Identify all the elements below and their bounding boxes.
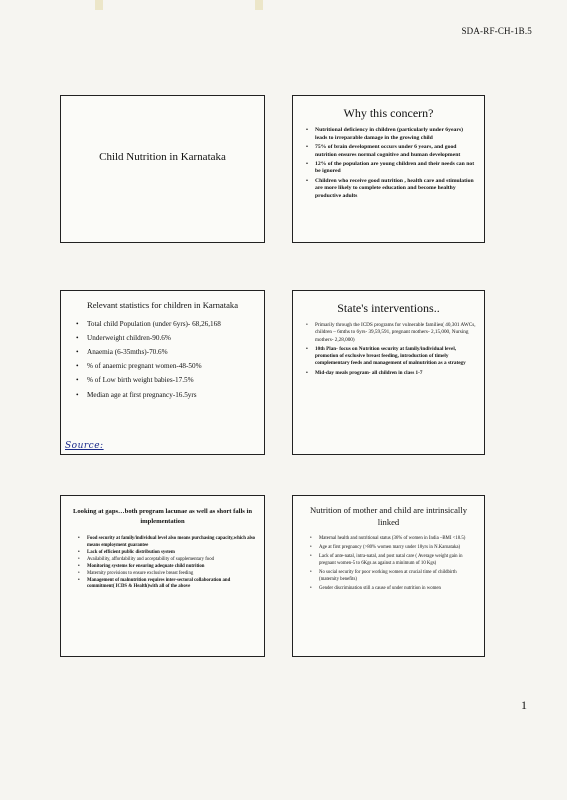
list-item: • Maternal health and nutritional status (36% of women in India –BMI <18.5) (319, 536, 476, 543)
bullet-list (293, 322, 484, 377)
list-item: • Total child Population (under 6yrs)- 68,26,168 (87, 320, 256, 330)
slide-looking-at-gaps (60, 495, 265, 657)
tape-mark (95, 0, 103, 10)
slide-title: State's interventions.. (337, 301, 440, 315)
slide-title: Looking at gaps…both program lacunae as well as short falls in implementation (72, 508, 253, 525)
list-item: • % of Low birth weight babies-17.5% (87, 376, 256, 386)
handwritten-source-note: Source: (65, 441, 104, 451)
list-item: • Age at first pregnancy (>80% women marry under 18yrs in N.Karnataka) (319, 545, 476, 552)
list-item: • No social security for poor working women at crucial time of childbirth (maternity benefits) (319, 570, 476, 584)
slide-state-interventions (292, 290, 485, 455)
bullet-list (61, 320, 264, 401)
list-item: • Nutritional deficiency in children (particularly under 6years) leads to irreparable damage in the growing child (315, 127, 476, 142)
bullet-list (61, 536, 264, 592)
slide-child-nutrition (60, 95, 265, 243)
list-item: • Monitoring systems for ensuring adequate child nutrition (87, 564, 256, 571)
list-item: • 12% of the population are young children and their needs can not be ignored (315, 161, 476, 176)
list-item: • Maternity provisions to ensure exclusive breast feeding (87, 571, 256, 578)
list-item: • 75% of brain development occurs under 6 years, and good nutrition ensures normal cognitive and human development (315, 144, 476, 159)
slide-title: Relevant statistics for children in Karnataka (86, 300, 239, 310)
page-number: 1 (521, 698, 527, 712)
list-item: • Anaemia (6-35mths)-70.6% (87, 348, 256, 358)
list-item: • Children who receive good nutrition , health care and stimulation are more likely to complete education and become healthy productive adults (315, 178, 476, 201)
slide-title: Child Nutrition in Karnataka (99, 151, 226, 163)
slide-relevant-statistics (60, 290, 265, 455)
list-item: • Food security at family/individual level also means purchasing capacity,which also means employment guarantee (87, 536, 256, 550)
list-item: • Management of malnutrition requires inter-sectoral collaboration and commitment( ICDS & Health)with all of the above (87, 578, 256, 592)
list-item: • Availability, affordability and acceptability of supplementary food (87, 557, 256, 564)
list-item: • Lack of ante-natal, intra-natal, and post natal care ( Average weight gain in pregnant women-5 to 6Kgs as against a minimum of 10 Kgs) (319, 554, 476, 568)
tape-mark (255, 0, 263, 10)
list-item: • % of anaemic pregnant women-48-50% (87, 362, 256, 372)
slide-title: Why this concern? (343, 106, 434, 120)
document-id: SDA-RF-CH-1B.5 (461, 26, 532, 36)
list-item: • Median age at first pregnancy-16.5yrs (87, 391, 256, 401)
list-item: • Primarily through the ICDS programs for vulnerable families( 40,301 AWCs, children – 6mths to 6yrs- 39,59,591, pregnant mothers- 2,15,000, Nursing mothers- 2,28,000) (315, 322, 476, 344)
slide-title: Nutrition of mother and child are intrinsically linked (309, 505, 468, 527)
slide-nutrition-linked (292, 495, 485, 657)
list-item: • Lack of efficient public distribution system (87, 550, 256, 557)
bullet-list (293, 536, 484, 593)
slide-why-this-concern (292, 95, 485, 243)
list-item: • Underweight children-90.6% (87, 334, 256, 344)
list-item: • 10th Plan- focus on Nutrition security at family/individual level, promotion of exclusive breast feeding, introduction of timely complementary feeds and management of malnutrition as a strategy (315, 346, 476, 368)
list-item: • Mid-day meals program- all children in class 1-7 (315, 370, 476, 377)
list-item: • Gender discrimination still a cause of under nutrition in women (319, 586, 476, 593)
bullet-list (293, 127, 484, 201)
